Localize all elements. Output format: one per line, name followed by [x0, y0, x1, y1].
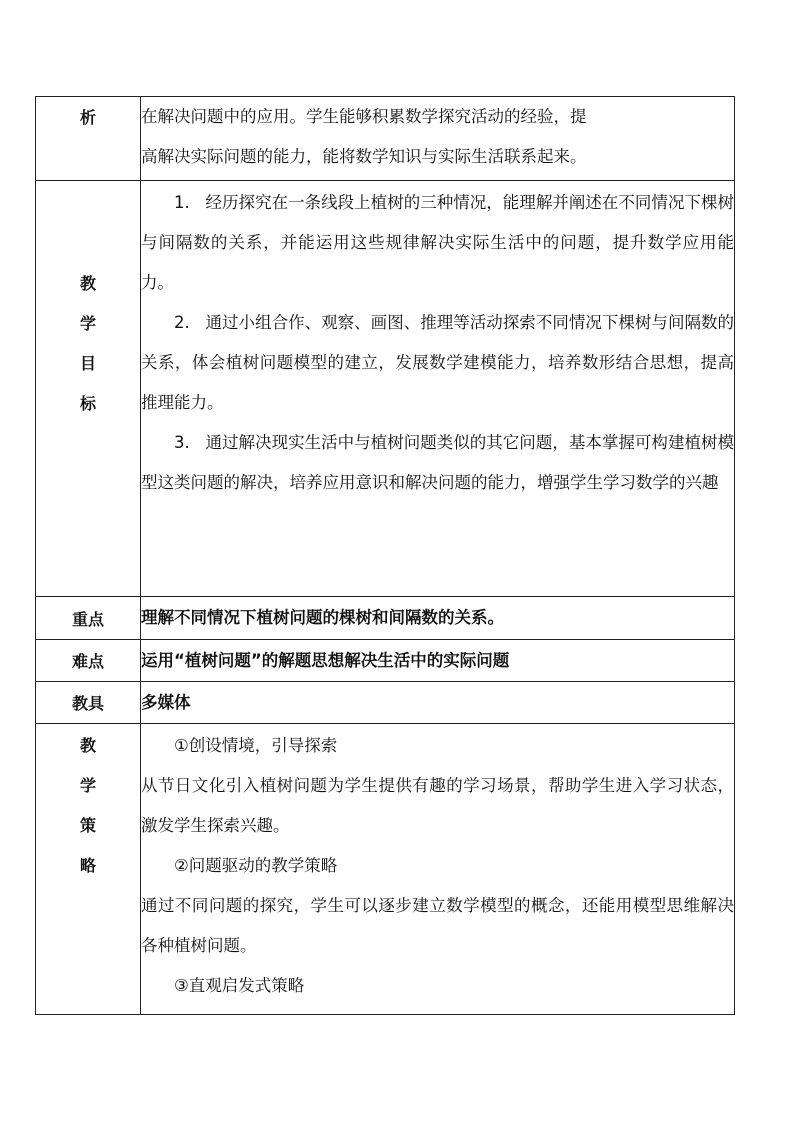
objective-number-3: 3.: [174, 433, 190, 452]
objectives-label-char-3: 目: [79, 354, 96, 373]
key-point-row: [36, 597, 735, 640]
teaching-aids-label-cell: [36, 682, 141, 724]
difficulty-label: 难点: [71, 652, 104, 671]
strategy-label-char-1: 教: [79, 736, 96, 755]
analysis-line-1: 在解决问题中的应用。学生能够积累数学探究活动的经验，提: [141, 107, 587, 126]
analysis-content-cell: [141, 97, 735, 181]
teaching-aids-content-cell: [141, 682, 735, 724]
strategy-label-char-4: 略: [79, 856, 96, 875]
teaching-aids-label: 教具: [71, 694, 104, 713]
objective-text-3: 通过解决现实生活中与植树问题类似的其它问题，基本掌握可构建植树模型这类问题的解决，培养应用意识和解决问题的能力，增强学生学习数学的兴趣: [141, 433, 734, 492]
strategy-label-cell: [36, 724, 141, 1015]
objectives-label-char-4: 标: [79, 394, 96, 413]
key-point-label: 重点: [71, 609, 104, 629]
analysis-row: [36, 97, 735, 181]
objective-number-2: 2.: [174, 313, 190, 332]
analysis-label-cell: [36, 97, 141, 181]
objectives-label-cell: [36, 181, 141, 597]
strategy-body-1: 从节日文化引入植树问题为学生提供有趣的学习场景，帮助学生进入学习状态，激发学生探索兴趣。: [141, 776, 734, 835]
strategy-heading-3: ③直观启发式策略: [174, 976, 305, 995]
key-point-content-cell: [141, 597, 735, 640]
objective-item-2: [141, 303, 734, 423]
lesson-plan-table: [35, 96, 735, 1015]
strategy-label-char-3: 策: [79, 816, 96, 835]
key-point-text: 理解不同情况下植树问题的棵树和间隔数的关系。: [141, 608, 504, 627]
teaching-aids-text: 多媒体: [141, 692, 191, 712]
strategy-content-cell: [141, 724, 735, 1015]
objectives-label-char-2: 学: [79, 314, 96, 333]
difficulty-content-cell: [141, 640, 735, 682]
strategy-label-char-2: 学: [79, 776, 96, 795]
objective-item-3: [141, 423, 734, 503]
key-point-label-cell: [36, 597, 141, 640]
analysis-label: 析: [79, 108, 96, 127]
objective-text-2: 通过小组合作、观察、画图、推理等活动探索不同情况下棵树与间隔数的关系，体会植树问题模型的建立，发展数学建模能力，培养数形结合思想，提高推理能力。: [141, 313, 734, 412]
strategy-heading-1: ①创设情境，引导探索: [174, 736, 338, 755]
objectives-content-cell: [141, 181, 735, 597]
objective-number-1: 1.: [174, 193, 190, 212]
strategy-row: [36, 724, 735, 1015]
teaching-aids-row: [36, 682, 735, 724]
analysis-line-2: 高解决实际问题的能力，能将数学知识与实际生活联系起来。: [141, 147, 587, 166]
difficulty-label-cell: [36, 640, 141, 682]
objectives-row: [36, 181, 735, 597]
difficulty-text: 运用“植树问题”的解题思想解决生活中的实际问题: [141, 650, 510, 670]
difficulty-row: [36, 640, 735, 682]
strategy-heading-2: ②问题驱动的教学策略: [174, 856, 338, 875]
strategy-body-2: 通过不同问题的探究，学生可以逐步建立数学模型的概念，还能用模型思维解决各种植树问题。: [141, 896, 734, 955]
objective-text-1: 经历探究在一条线段上植树的三种情况，能理解并阐述在不同情况下棵树与间隔数的关系，并能运用这些规律解决实际生活中的问题，提升数学应用能力。: [141, 193, 734, 292]
objective-item-1: [141, 183, 734, 303]
objectives-label-char-1: 教: [79, 274, 96, 293]
